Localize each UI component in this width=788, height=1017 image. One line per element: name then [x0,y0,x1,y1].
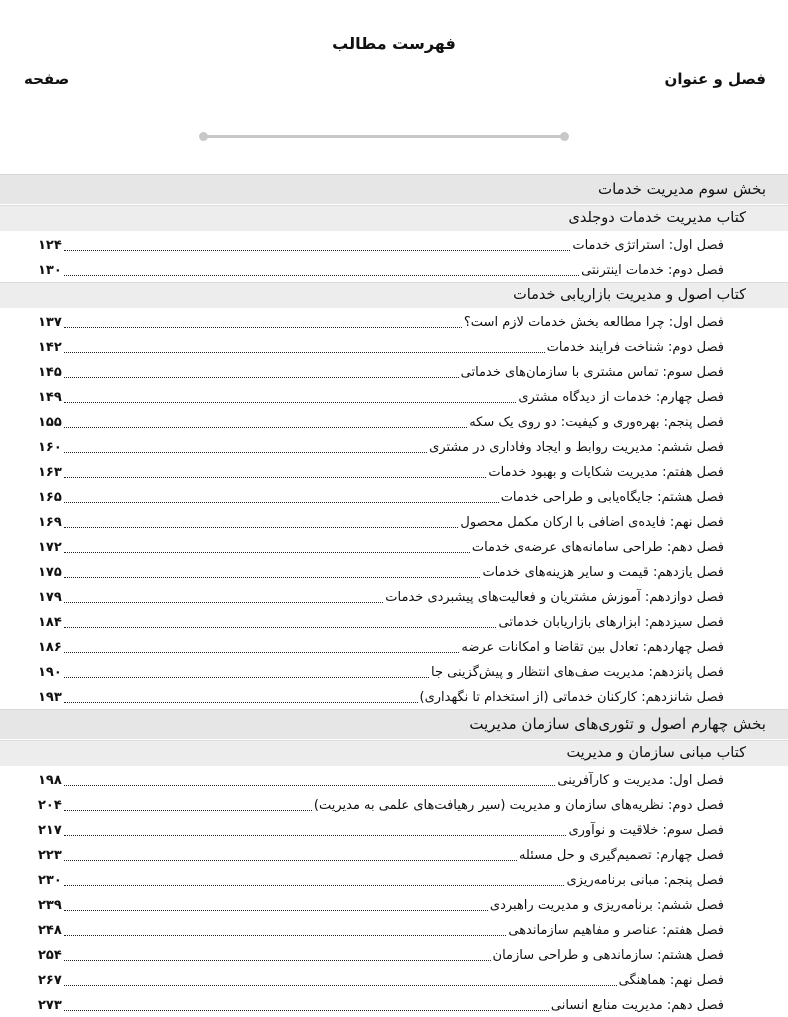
page-column-heading: صفحه [24,70,70,88]
toc-entry[interactable] [0,309,788,334]
toc-entry[interactable] [0,867,788,892]
page-number: ۲۵۴ [38,948,62,963]
page-number: ۱۲۴ [38,238,62,253]
chapter-title: فصل سوم: خلاقیت و نوآوری [568,823,724,838]
dot-leader [64,327,462,328]
chapter-title: فصل هشتم: سازماندهی و طراحی سازمان [492,948,724,963]
chapter-list [0,232,788,282]
chapter-title: فصل چهاردهم: تعادل بین تقاضا و امکانات عرضه [461,640,724,655]
toc-entry[interactable] [0,817,788,842]
chapter-title: فصل ششم: مدیریت روابط و ایجاد وفاداری در مشتری [429,440,724,455]
dot-leader [64,1010,549,1011]
chapter-title: فصل نهم: هماهنگی [618,973,724,988]
decorative-divider [203,135,565,138]
page-number: ۱۷۲ [38,540,62,555]
toc-entry[interactable] [0,359,788,384]
book-heading: کتاب اصول و مدیریت بازاریابی خدمات [0,282,788,308]
chapter-title: فصل دوازدهم: آموزش مشتریان و فعالیت‌های پیشبردی خدمات [385,590,724,605]
chapter-title: فصل شانزدهم: کارکنان خدماتی (از استخدام تا نگهداری) [419,690,724,705]
toc-entry[interactable] [0,967,788,992]
toc-entry[interactable] [0,942,788,967]
toc-entry[interactable] [0,534,788,559]
page-number: ۱۹۸ [38,773,62,788]
chapter-title: فصل نهم: فایده‌ی اضافی با ارکان مکمل محصول [460,515,724,530]
dot-leader [64,985,617,986]
part-heading: بخش چهارم اصول و تئوری‌های سازمان مدیریت [0,709,788,739]
dot-leader [64,527,459,528]
toc-entry[interactable] [0,767,788,792]
toc-entry[interactable] [0,609,788,634]
toc-entry[interactable] [0,257,788,282]
dot-leader [64,427,467,428]
page-number: ۱۴۵ [38,365,62,380]
dot-leader [64,275,579,276]
chapter-title: فصل اول: استراتژی خدمات [572,238,724,253]
page-number: ۱۹۰ [38,665,62,680]
page-number: ۲۳۹ [38,898,62,913]
dot-leader [64,702,418,703]
page-number: ۲۳۰ [38,873,62,888]
dot-leader [64,885,565,886]
page-number: ۲۲۳ [38,848,62,863]
chapter-list [0,309,788,709]
dot-leader [64,835,567,836]
chapter-title: فصل اول: مدیریت و کارآفرینی [557,773,724,788]
table-of-contents [0,174,788,1017]
page-number: ۲۱۷ [38,823,62,838]
chapter-title: فصل پنجم: بهره‌وری و کیفیت: دو روی یک سکه [469,415,724,430]
page-number: ۱۶۳ [38,465,62,480]
chapter-title: فصل دوم: خدمات اینترنتی [581,263,724,278]
dot-leader [64,960,491,961]
toc-entry[interactable] [0,334,788,359]
chapter-title: فصل دهم: مدیریت منابع انسانی [550,998,724,1013]
page-number: ۱۹۳ [38,690,62,705]
page-number: ۱۶۰ [38,440,62,455]
toc-entry[interactable] [0,584,788,609]
toc-entry[interactable] [0,559,788,584]
page-number: ۲۷۳ [38,998,62,1013]
dot-leader [64,552,470,553]
dot-leader [64,477,487,478]
chapter-title: فصل ششم: برنامه‌ریزی و مدیریت راهبردی [489,898,724,913]
dot-leader [64,402,517,403]
toc-entry[interactable] [0,842,788,867]
chapter-title: فصل دوم: نظریه‌های سازمان و مدیریت (سیر رهیافت‌های علمی به مدیریت) [313,798,724,813]
toc-entry[interactable] [0,232,788,257]
chapter-title: فصل یازدهم: قیمت و سایر هزینه‌های خدمات [482,565,724,580]
toc-entry[interactable] [0,409,788,434]
chapter-title: فصل دهم: طراحی سامانه‌های عرضه‌ی خدمات [471,540,724,555]
toc-entry[interactable] [0,684,788,709]
toc-entry[interactable] [0,634,788,659]
chapter-title: فصل هشتم: جایگاه‌یابی و طراحی خدمات [500,490,724,505]
toc-entry[interactable] [0,892,788,917]
chapter-title: فصل سوم: تماس مشتری با سازمان‌های خدماتی [460,365,724,380]
dot-leader [64,860,517,861]
dot-leader [64,352,545,353]
toc-entry[interactable] [0,509,788,534]
dot-leader [64,250,571,251]
chapter-title: فصل دوم: شناخت فرایند خدمات [546,340,724,355]
toc-entry[interactable] [0,459,788,484]
chapter-title: فصل هفتم: مدیریت شکایات و بهبود خدمات [488,465,724,480]
dot-leader [64,652,460,653]
page-number: ۲۰۴ [38,798,62,813]
toc-entry[interactable] [0,384,788,409]
toc-entry[interactable] [0,484,788,509]
page-number: ۱۳۰ [38,263,62,278]
page-number: ۱۸۶ [38,640,62,655]
book-heading: کتاب مدیریت خدمات دوجلدی [0,205,788,231]
chapter-title: فصل پانزدهم: مدیریت صف‌های انتظار و پیش‌گزینی جا [431,665,724,680]
toc-entry[interactable] [0,792,788,817]
dot-leader [64,452,427,453]
page-number: ۱۷۵ [38,565,62,580]
toc-entry[interactable] [0,992,788,1017]
book-heading: کتاب مبانی سازمان و مدیریت [0,740,788,766]
chapter-list [0,767,788,1017]
page-number: ۱۴۹ [38,390,62,405]
page-number: ۱۶۵ [38,490,62,505]
page-title: فهرست مطالب [332,34,456,53]
chapter-title: فصل هفتم: عناصر و مفاهیم سازماندهی [508,923,724,938]
page-number: ۲۶۷ [38,973,62,988]
part-heading: بخش سوم مدیریت خدمات [0,174,788,204]
dot-leader [64,785,556,786]
chapter-column-heading: فصل و عنوان [664,70,766,88]
dot-leader [64,935,507,936]
chapter-title: فصل سیزدهم: ابزارهای بازاریابان خدماتی [498,615,724,630]
page-number: ۱۴۲ [38,340,62,355]
chapter-title: فصل چهارم: خدمات از دیدگاه مشتری [518,390,724,405]
page-number: ۱۷۹ [38,590,62,605]
dot-leader [64,910,488,911]
dot-leader [64,377,459,378]
dot-leader [64,677,429,678]
page-number: ۲۴۸ [38,923,62,938]
chapter-title: فصل اول: چرا مطالعه بخش خدمات لازم است؟ [463,315,724,330]
dot-leader [64,602,383,603]
dot-leader [64,577,481,578]
page-number: ۱۶۹ [38,515,62,530]
toc-entry[interactable] [0,659,788,684]
dot-leader [64,502,499,503]
page-number: ۱۸۴ [38,615,62,630]
page-number: ۱۳۷ [38,315,62,330]
dot-leader [64,627,497,628]
page-number: ۱۵۵ [38,415,62,430]
chapter-title: فصل چهارم: تصمیم‌گیری و حل مسئله [518,848,724,863]
dot-leader [64,810,312,811]
toc-entry[interactable] [0,917,788,942]
chapter-title: فصل پنجم: مبانی برنامه‌ریزی [566,873,724,888]
toc-entry[interactable] [0,434,788,459]
